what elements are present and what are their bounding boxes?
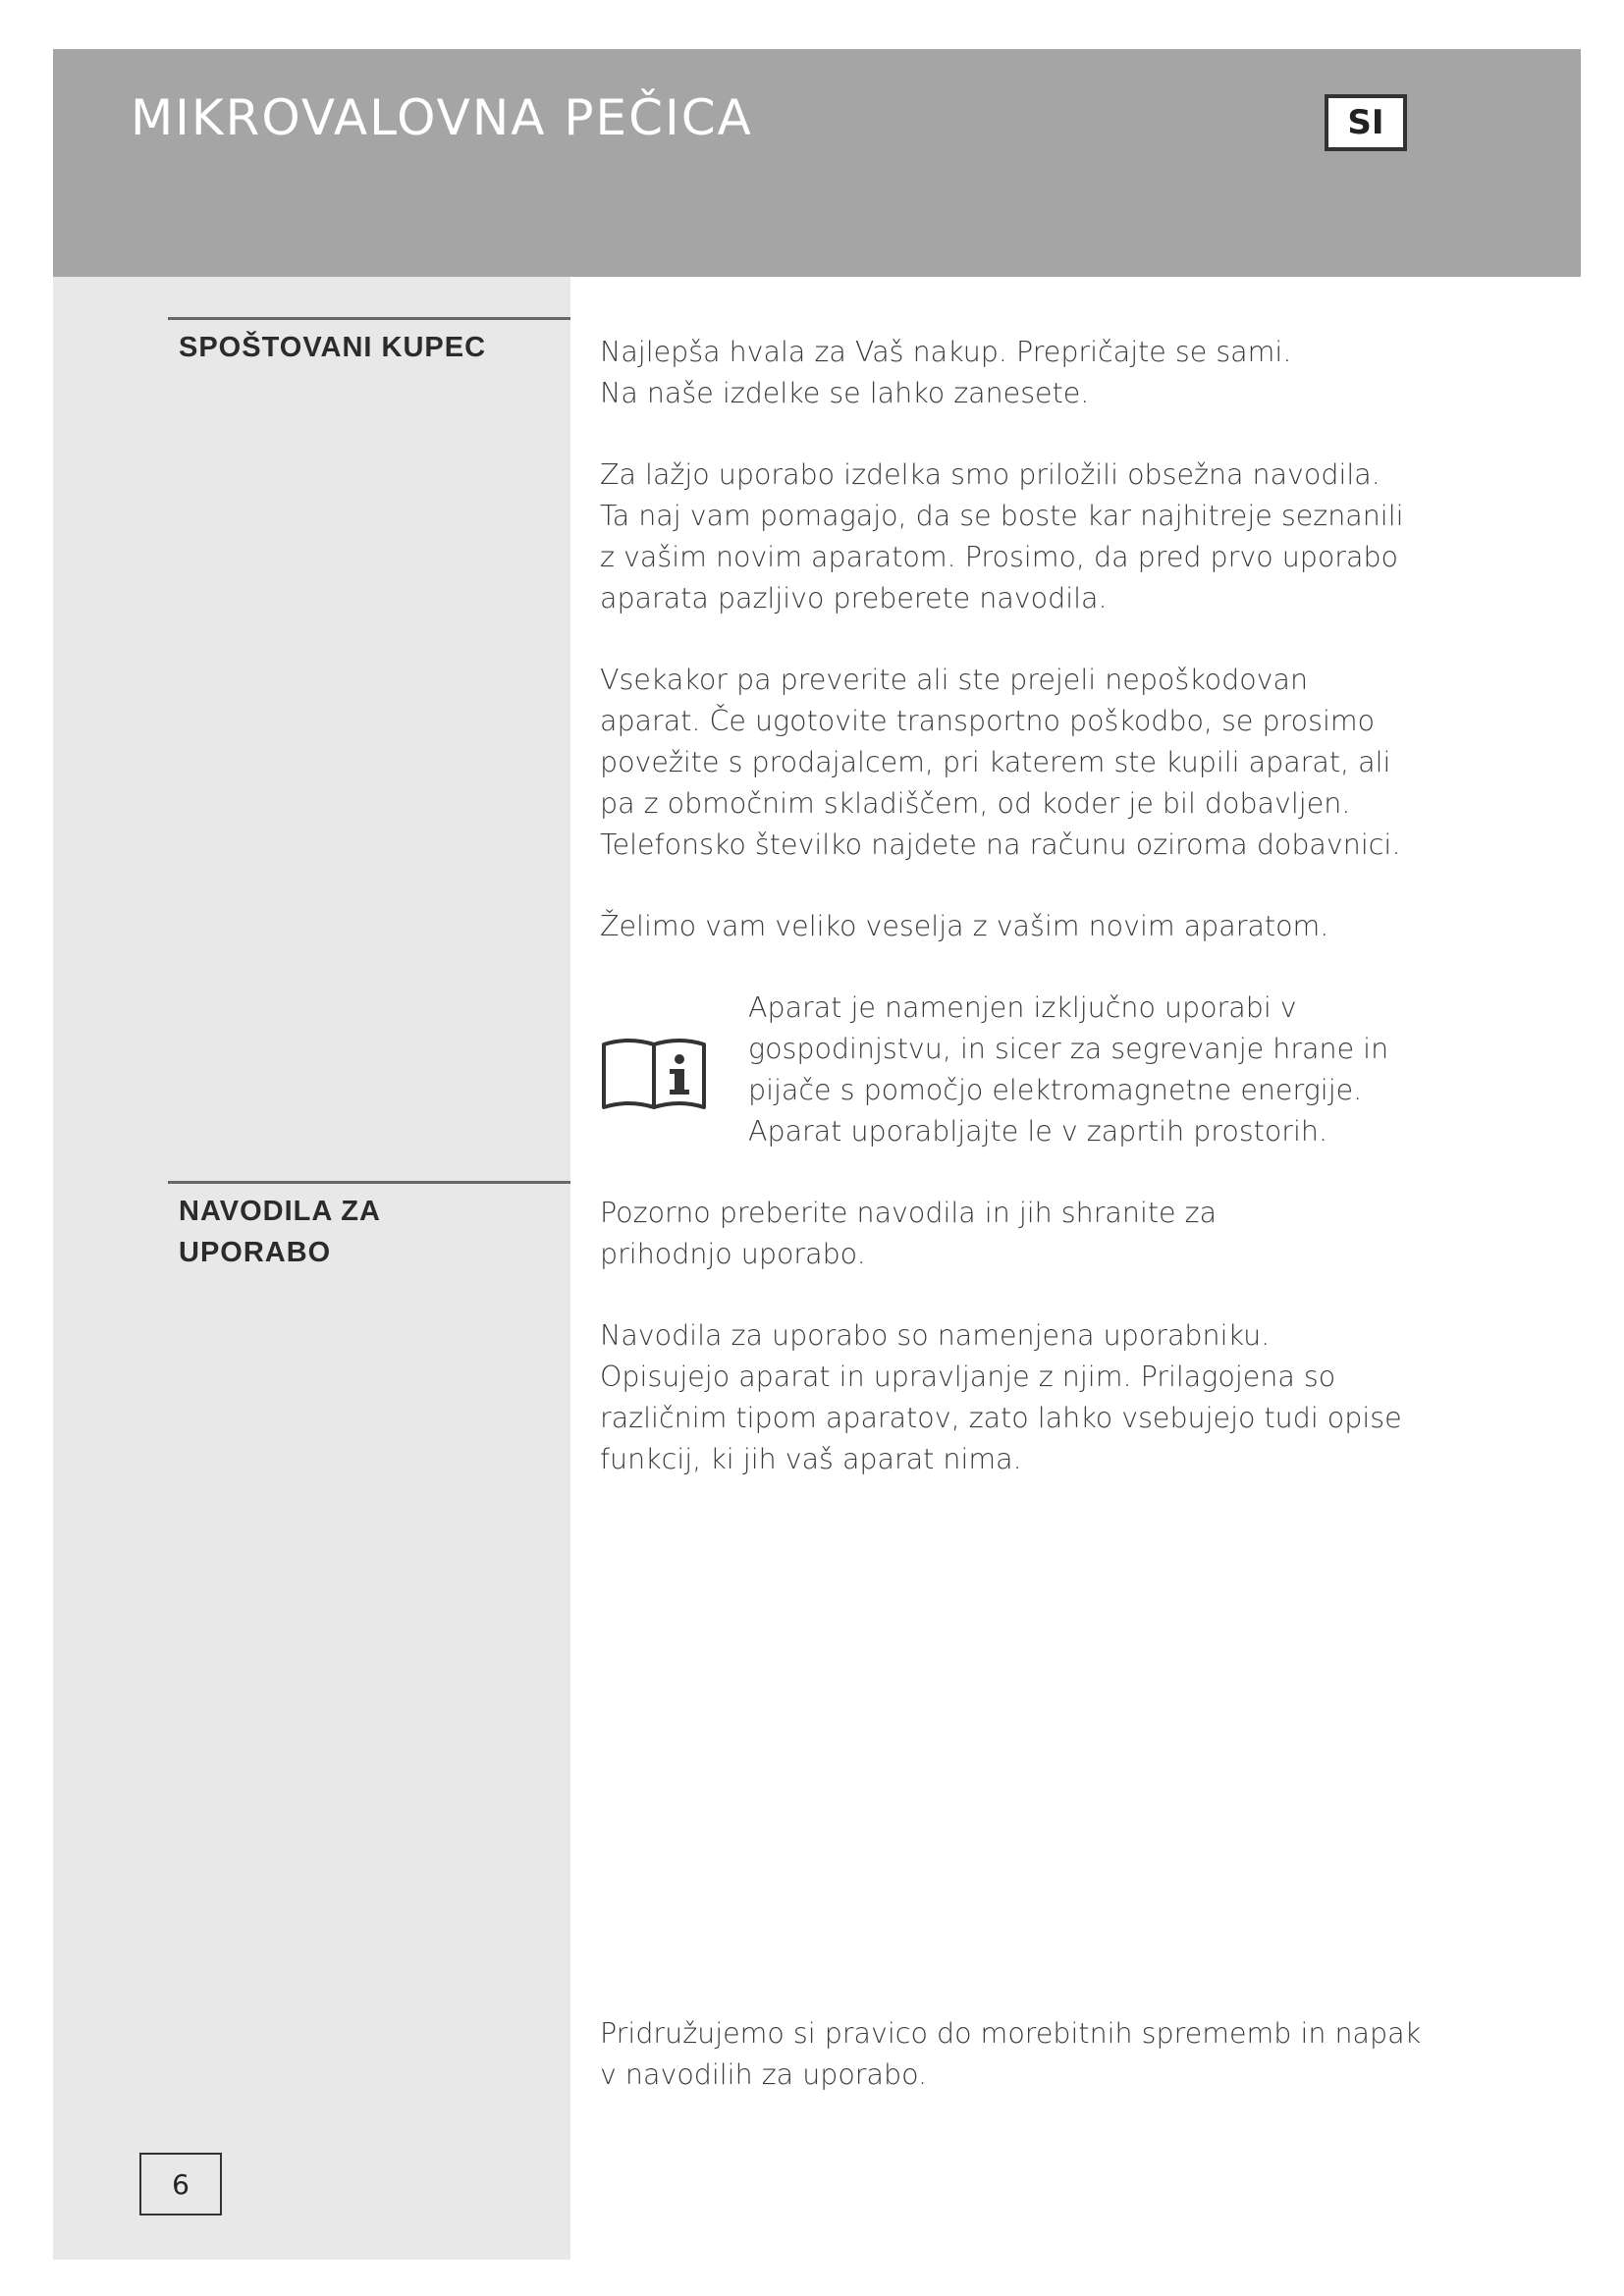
- paragraph-manual-purpose: Navodila za uporabo so namenjena uporabniku. Opisujejo aparat in upravljanje z njim. Prilagojena so različnim tipom aparatov, zato lahko vsebujejo tudi opise funkcij, ki jih vaš aparat nima.: [600, 1319, 1402, 1475]
- section-label-customer: SPOŠTOVANI KUPEC: [179, 332, 487, 363]
- page-header: [53, 49, 1581, 277]
- section-divider: [168, 317, 570, 320]
- footer-note: Pridružujemo si pravico do morebitnih sprememb in napak v navodilih za uporabo.: [600, 2017, 1422, 2091]
- paragraph-intended-use: Aparat je namenjen izključno uporabi v gospodinjstvu, in sicer za segrevanje hrane in pijače s pomočjo elektromagnetne energije. Aparat uporabljajte le v zaprtih prostorih.: [748, 991, 1389, 1148]
- page-number: 6: [139, 2153, 222, 2216]
- section-label-instructions-line1: NAVODILA ZA: [179, 1196, 381, 1227]
- language-badge: SI: [1325, 94, 1407, 151]
- paragraph-read-carefully: Pozorno preberite navodila in jih shranite za prihodnjo uporabo.: [600, 1197, 1218, 1270]
- paragraph-thanks: Najlepša hvala za Vaš nakup. Prepričajte se sami. Na naše izdelke se lahko zanesete.: [600, 336, 1292, 409]
- page-title: MIKROVALOVNA PEČICA: [131, 89, 753, 146]
- section-divider: [168, 1181, 570, 1184]
- paragraph-damage-check: Vsekakor pa preverite ali ste prejeli nepoškodovan aparat. Če ugotovite transportno poškodbo, se prosimo povežite s prodajalcem, pri katerem ste kupili aparat, ali pa z območnim skladiščem, od koder je bil dobavljen. Telefonsko številko najdete na računu oziroma dobavnici.: [600, 664, 1401, 861]
- paragraph-wishes: Želimo vam veliko veselja z vašim novim aparatom.: [600, 910, 1329, 942]
- paragraph-manual-intro: Za lažjo uporabo izdelka smo priložili obsežna navodila. Ta naj vam pomagajo, da se boste kar najhitreje seznanili z vašim novim aparatom. Prosimo, da pred prvo uporabo aparata pazljivo preberete navodila.: [600, 458, 1404, 614]
- section-label-instructions-line2: UPORABO: [179, 1237, 332, 1268]
- manual-info-icon: [601, 1033, 707, 1111]
